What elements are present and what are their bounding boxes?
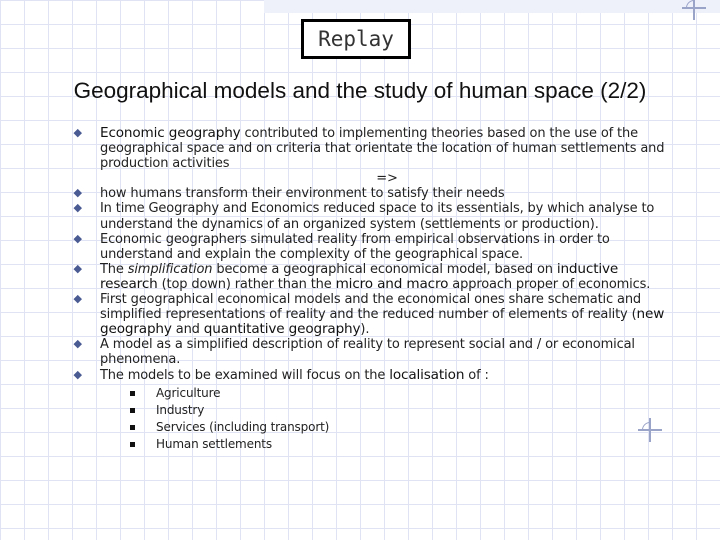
- square-bullet-icon: [130, 408, 135, 413]
- bullet-text: A model as a simplified description of reality to represent social and / or economical phenomena.: [100, 337, 635, 368]
- bullet-item: [74, 232, 674, 262]
- top-accent-bar: [264, 0, 720, 13]
- square-bullet-icon: [130, 391, 135, 396]
- bullet-text: (top down) rather than the: [157, 276, 336, 292]
- diamond-bullet-icon: [74, 295, 82, 303]
- sub-list-item: [130, 436, 674, 453]
- bullet-item: [74, 337, 674, 367]
- bullet-text: approach proper of economics.: [448, 276, 651, 292]
- italic-text: simplification: [127, 261, 213, 277]
- bullet-text: how humans transform their environment to satisfy their needs: [100, 186, 505, 202]
- bullet-item: [74, 201, 674, 231]
- diamond-bullet-icon: [74, 370, 82, 378]
- replay-button[interactable]: Replay: [301, 19, 411, 59]
- bullet-item: [74, 262, 674, 292]
- diamond-bullet-icon: [74, 204, 82, 212]
- square-bullet-icon: [130, 425, 135, 430]
- bullet-item: [74, 368, 674, 453]
- diamond-bullet-icon: [74, 189, 82, 197]
- sub-item-text: Human settlements: [156, 436, 272, 451]
- bullet-text: First geographical economical models and the economical ones share schematic and simplified representations of reality and the reduced number of elements of reality (: [100, 292, 642, 323]
- bullet-text: become a geographical economical model, based on: [212, 261, 557, 277]
- bullet-text: and: [171, 322, 204, 338]
- emphasis-text: quantitative geography: [203, 321, 361, 338]
- bullet-item: [74, 292, 674, 337]
- sub-list-item: [130, 419, 674, 436]
- bullet-text: ).: [360, 322, 370, 338]
- emphasis-text: micro and macro: [335, 275, 449, 292]
- square-bullet-icon: [130, 442, 135, 447]
- sub-list-item: [130, 402, 674, 419]
- sub-item-text: Industry: [156, 402, 205, 417]
- bullet-item: [74, 186, 674, 201]
- emphasis-text: new geography: [100, 306, 665, 338]
- emphasis-text: localisation: [389, 366, 465, 383]
- sub-item-text: Agriculture: [156, 385, 221, 400]
- crosshair-mark-icon: [682, 0, 706, 20]
- bullet-item: [74, 126, 674, 186]
- bullet-list: [74, 126, 674, 453]
- diamond-bullet-icon: [74, 129, 82, 137]
- bullet-text: of :: [464, 367, 489, 383]
- diamond-bullet-icon: [74, 235, 82, 243]
- emphasis-text: inductive research: [100, 260, 619, 292]
- diamond-bullet-icon: [74, 265, 82, 273]
- sub-list: [130, 385, 674, 453]
- bullet-text: Economic geographers simulated reality from empirical observations in order to understand and explain the complexity of the geographical space.: [100, 231, 610, 262]
- sub-item-text: Services (including transport): [156, 419, 330, 434]
- slide-title: Geographical models and the study of human space (2/2): [73, 78, 647, 103]
- bullet-text: The: [100, 261, 128, 277]
- bullet-text: contributed to implementing theories based on the use of the geographical space and on criteria that orientate the location of human settlements and production activities: [100, 126, 665, 172]
- arrow-line: =>: [376, 171, 398, 187]
- bullet-text: The models to be examined will focus on the: [100, 367, 390, 383]
- diamond-bullet-icon: [74, 340, 82, 348]
- sub-list-item: [130, 385, 674, 402]
- bullet-text: In time Geography and Economics reduced space to its essentials, by which analyse to understand the dynamics of an organized system (settlements or production).: [100, 201, 655, 232]
- emphasis-text: Economic geography: [100, 125, 241, 141]
